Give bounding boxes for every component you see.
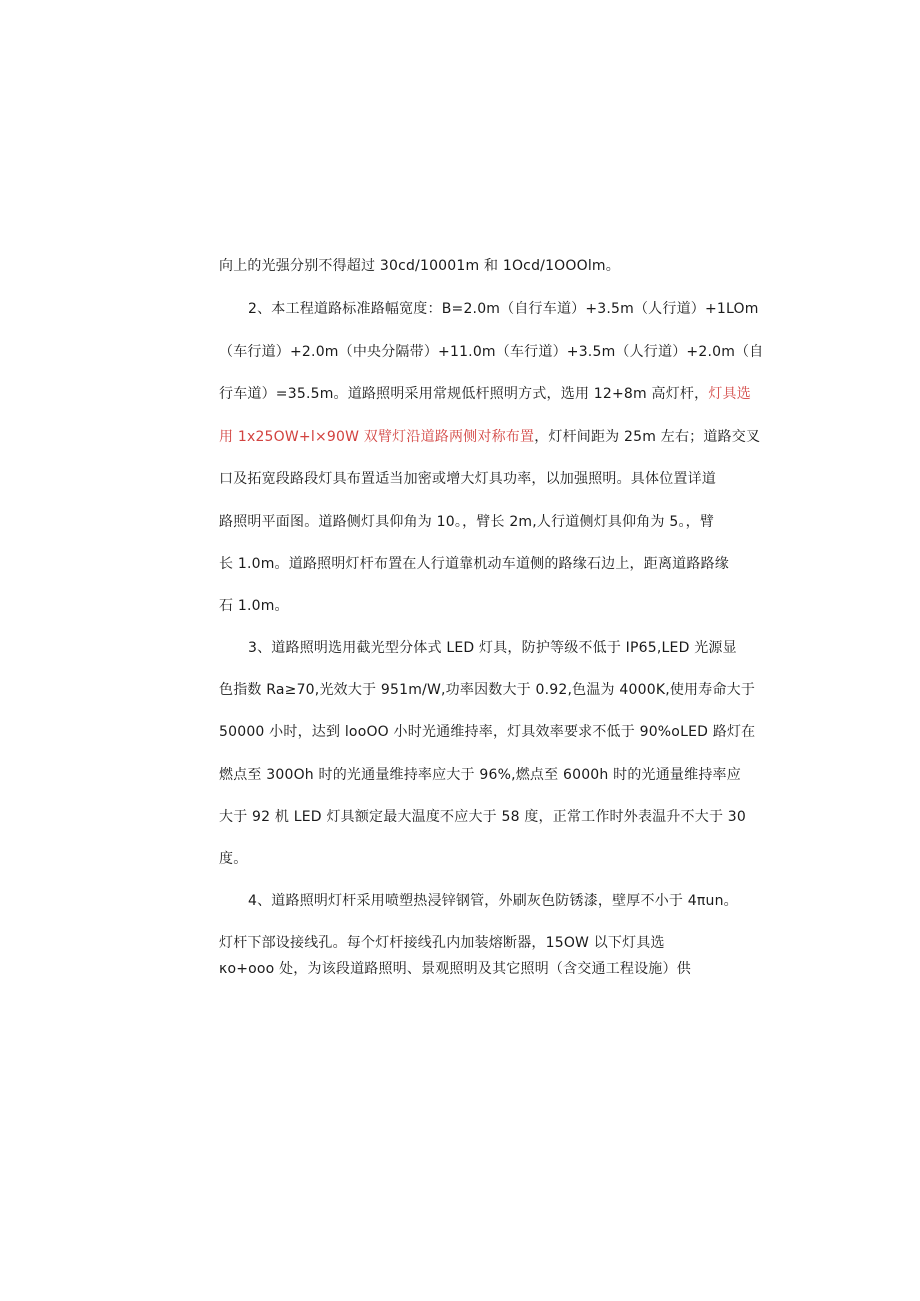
text-span: κo+ooo 处，为该段道路照明、景观照明及其它照明（含交通工程设施）供 [219, 961, 691, 977]
paragraph-3-line-2 [219, 679, 756, 701]
paragraph-3-line-4 [219, 764, 741, 786]
text-span: 大于 92 机 LED 灯具额定最大温度不应大于 58 度，正常工作时外表温升不大于 30 [219, 809, 747, 825]
text-span: ，灯杆间距为 25m 左右；道路交叉 [534, 429, 761, 445]
text-span: 石 1.0m。 [219, 598, 289, 614]
text-span: 色指数 Ra≥70,光效大于 951m/W,功率因数大于 0.92,色温为 4000K,使用寿命大于 [219, 682, 756, 698]
paragraph-2-line-6 [219, 511, 731, 533]
text-span: 路照明平面图。道路侧灯具仰角为 10。，臂长 2m,人行道侧灯具仰角为 5。，臂 [219, 514, 715, 530]
paragraph-2-line-1 [248, 298, 759, 320]
text-span: 行车道）=35.5m。道路照明采用常规低杆照明方式，选用 12+8m 高灯杆， [219, 386, 709, 402]
text-span: 3、道路照明选用截光型分体式 LED 灯具，防护等级不低于 IP65,LED 光源显 [248, 640, 737, 656]
highlighted-text: 灯具选 [708, 386, 751, 402]
paragraph-4-line-3 [219, 960, 731, 978]
paragraph-4-line-1 [248, 890, 738, 912]
text-span: 燃点至 300Oh 时的光通量维持率应大于 96%,燃点至 6000h 时的光通量维持率应 [219, 767, 741, 783]
text-span: （车行道）+2.0m（中央分隔带）+11.0m（车行道）+3.5m（人行道）+2.0m（自 [219, 344, 764, 360]
paragraph-3-line-1 [248, 637, 737, 659]
text-span: 4、道路照明灯杆采用喷塑热浸锌钢管，外刷灰色防锈漆，壁厚不小于 4πun。 [248, 893, 738, 909]
text-span: 向上的光强分别不得超过 30cd/10001m 和 1Ocd/1OOOlm。 [219, 258, 620, 274]
text-span: 口及拓宽段路段灯具布置适当加密或增大灯具功率，以加强照明。具体位置详道 [219, 471, 716, 487]
paragraph-2-line-5 [219, 468, 731, 490]
text-span: 灯杆下部设接线孔。每个灯杆接线孔内加装熔断器，15OW 以下灯具选 [219, 935, 665, 951]
highlighted-text: 用 1x25OW+l×90W 双臂灯沿道路两侧对称布置 [219, 429, 535, 445]
paragraph-4-line-2 [219, 934, 731, 952]
text-span: 2、本工程道路标准路幅宽度：B=2.0m（自行车道）+3.5m（人行道）+1LOm [248, 301, 759, 317]
paragraph-2-line-2 [219, 341, 764, 363]
paragraph-2-line-3 [219, 383, 751, 405]
paragraph-2-line-8 [219, 595, 731, 617]
paragraph-2-line-7 [219, 553, 731, 575]
paragraph-3-line-3 [219, 721, 756, 743]
text-span: 50000 小时，达到 looOO 小时光通维持率，灯具效率要求不低于 90%oLED 路灯在 [219, 724, 756, 740]
paragraph-3-line-5 [219, 806, 747, 828]
paragraph-3-line-6 [219, 848, 731, 870]
text-line-1 [219, 255, 731, 277]
text-span: 长 1.0m。道路照明灯杆布置在人行道靠机动车道侧的路缘石边上，距离道路路缘 [219, 556, 729, 572]
paragraph-2-line-4 [219, 426, 761, 448]
text-span: 度。 [219, 851, 248, 867]
